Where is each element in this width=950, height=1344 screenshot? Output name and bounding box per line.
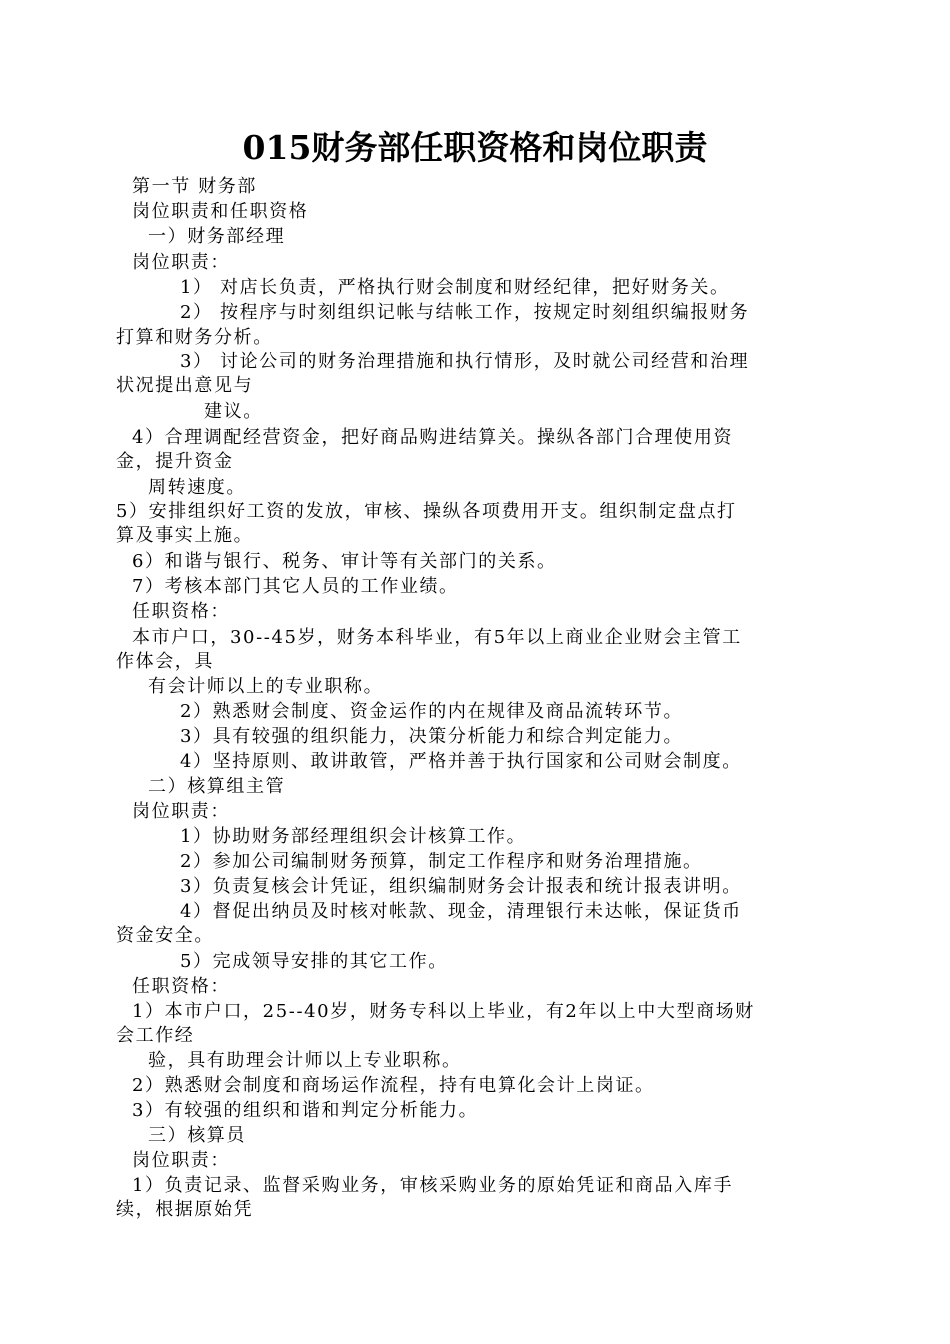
text-line: 6）和谐与银行、税务、审计等有关部门的关系。 [132, 551, 557, 572]
section-heading: 第一节 财务部 [132, 176, 257, 197]
text-line: 1）本市户口，25--40岁，财务专科以上毕业，有2年以上中大型商场财 [132, 1001, 755, 1022]
text-line: 4）坚持原则、敢讲敢管，严格并善于执行国家和公司财会制度。 [180, 751, 742, 772]
text-line: 5）安排组织好工资的发放，审核、操纵各项费用开支。组织制定盘点打 [116, 501, 737, 522]
text-line: 算及事实上施。 [116, 525, 254, 546]
qualifications-heading: 任职资格： [132, 601, 230, 622]
position-heading: 二）核算组主管 [148, 776, 286, 797]
text-line: 1） 对店长负责，严格执行财会制度和财经纪律，把好财务关。 [180, 277, 730, 298]
text-line: 作体会，具 [116, 651, 214, 672]
text-line: 续，根据原始凭 [116, 1199, 254, 1220]
text-line: 2）熟悉财会制度和商场运作流程，持有电算化会计上岗证。 [132, 1075, 655, 1096]
position-heading: 三）核算员 [148, 1125, 246, 1146]
text-line: 3）有较强的组织和谐和判定分析能力。 [132, 1100, 479, 1121]
text-line: 金，提升资金 [116, 451, 234, 472]
text-line: 4）合理调配经营资金，把好商品购进结算关。操纵各部门合理使用资 [132, 427, 734, 448]
qualifications-heading: 任职资格： [132, 976, 230, 997]
text-line: 1）协助财务部经理组织会计核算工作。 [180, 826, 527, 847]
text-line: 1）负责记录、监督采购业务，审核采购业务的原始凭证和商品入库手 [132, 1175, 734, 1196]
document-title: 015财务部任职资格和岗位职责 [242, 128, 708, 167]
text-line: 5）完成领导安排的其它工作。 [180, 951, 448, 972]
text-line: 3）具有较强的组织能力，决策分析能力和综合判定能力。 [180, 726, 684, 747]
text-line: 会工作经 [116, 1025, 195, 1046]
text-line: 验，具有助理会计师以上专业职称。 [148, 1050, 462, 1071]
duties-heading: 岗位职责： [132, 252, 230, 273]
text-line: 打算和财务分析。 [116, 327, 273, 348]
text-line: 有会计师以上的专业职称。 [148, 676, 384, 697]
text-line: 周转速度。 [148, 477, 246, 498]
duties-heading: 岗位职责： [132, 801, 230, 822]
text-line: 2）熟悉财会制度、资金运作的内在规律及商品流转环节。 [180, 701, 684, 722]
text-line: 4）督促出纳员及时核对帐款、现金，清理银行未达帐，保证货币 [180, 901, 742, 922]
duties-heading: 岗位职责： [132, 1150, 230, 1171]
position-heading: 一）财务部经理 [148, 226, 286, 247]
text-line: 3）负责复核会计凭证，组织编制财务会计报表和统计报表讲明。 [180, 876, 742, 897]
text-line: 资金安全。 [116, 925, 214, 946]
text-line: 状况提出意见与 [116, 375, 254, 396]
text-line: 2）参加公司编制财务预算，制定工作程序和财务治理措施。 [180, 851, 703, 872]
subsection-heading: 岗位职责和任职资格 [132, 201, 309, 222]
text-line: 7）考核本部门其它人员的工作业绩。 [132, 576, 459, 597]
text-line: 本市户口，30--45岁，财务本科毕业，有5年以上商业企业财会主管工 [132, 627, 742, 648]
text-line: 3） 讨论公司的财务治理措施和执行情形，及时就公司经营和治理 [180, 351, 750, 372]
text-line: 建议。 [204, 401, 263, 422]
text-line: 2） 按程序与时刻组织记帐与结帐工作，按规定时刻组织编报财务 [180, 302, 750, 323]
